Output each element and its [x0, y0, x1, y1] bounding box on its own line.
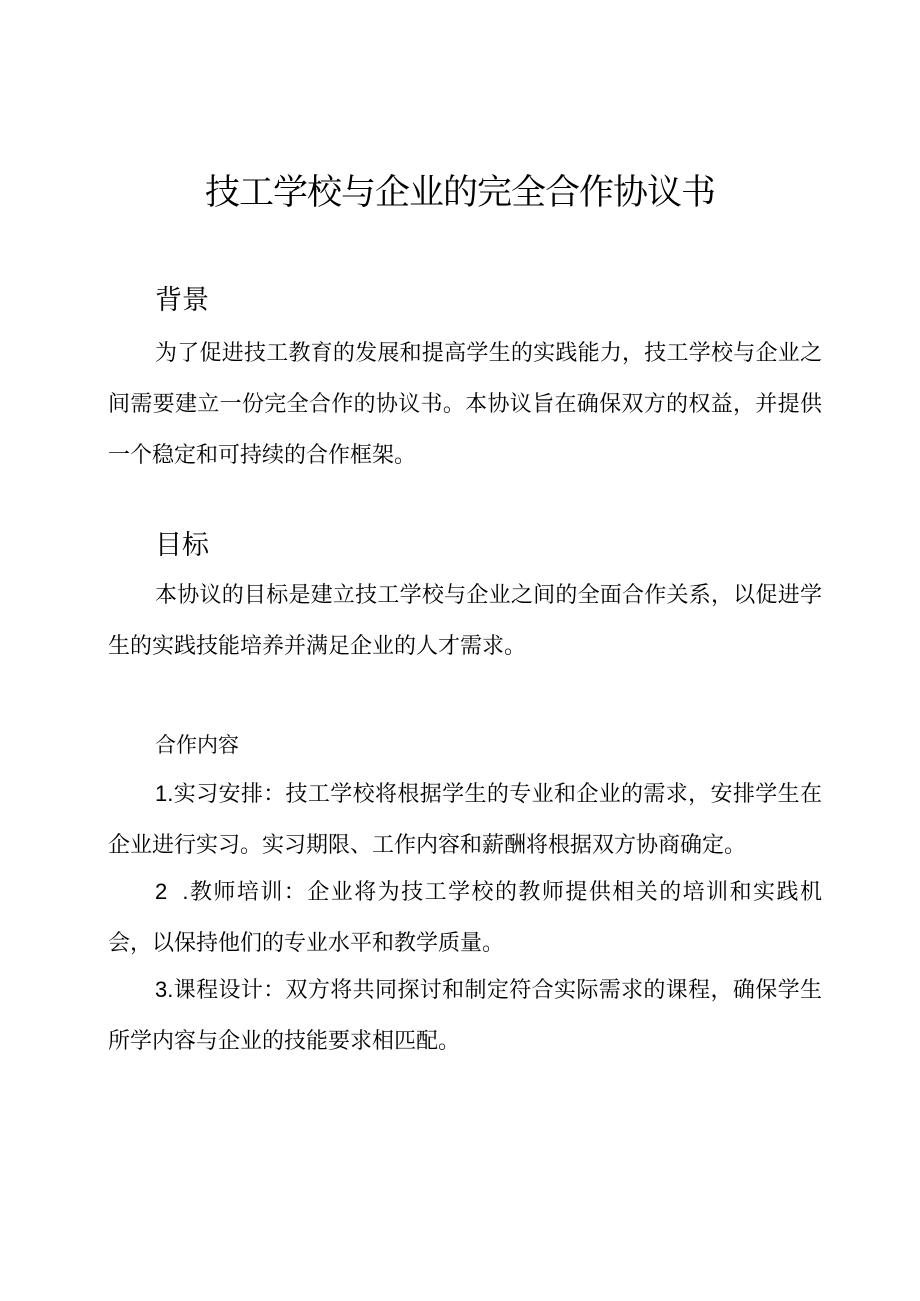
item-text: 课程设计：双方将共同探讨和制定符合实际需求的课程，确保学生所学内容与企业的技能要求相匹配。: [108, 978, 822, 1054]
item-number: 3.: [155, 977, 174, 1002]
section-heading-goal: 目标: [155, 530, 209, 561]
section-paragraph-goal: 本协议的目标是建立技工学校与企业之间的全面合作关系，以促进学生的实践技能培养并满足企业的人才需求。: [108, 583, 822, 659]
document-title: 技工学校与企业的完全合作协议书: [204, 173, 715, 213]
item-number: 1.: [155, 781, 174, 806]
item-number: 2 .: [155, 879, 189, 904]
cooperation-item-teacher-training: [108, 866, 822, 969]
section-heading-background: 背景: [155, 285, 209, 316]
cooperation-heading: 合作内容: [155, 733, 239, 757]
item-text: 实习安排：技工学校将根据学生的专业和企业的需求，安排学生在企业进行实习。实习期限、工作内容和薪酬将根据双方协商确定。: [108, 782, 822, 858]
item-text: 教师培训：企业将为技工学校的教师提供相关的培训和实践机会，以保持他们的专业水平和教学质量。: [108, 880, 822, 956]
cooperation-item-course-design: [108, 964, 822, 1067]
section-paragraph-background: 为了促进技工教育的发展和提高学生的实践能力，技工学校与企业之间需要建立一份完全合作的协议书。本协议旨在确保双方的权益，并提供一个稳定和可持续的合作框架。: [108, 341, 822, 468]
cooperation-item-internship: [108, 768, 822, 871]
